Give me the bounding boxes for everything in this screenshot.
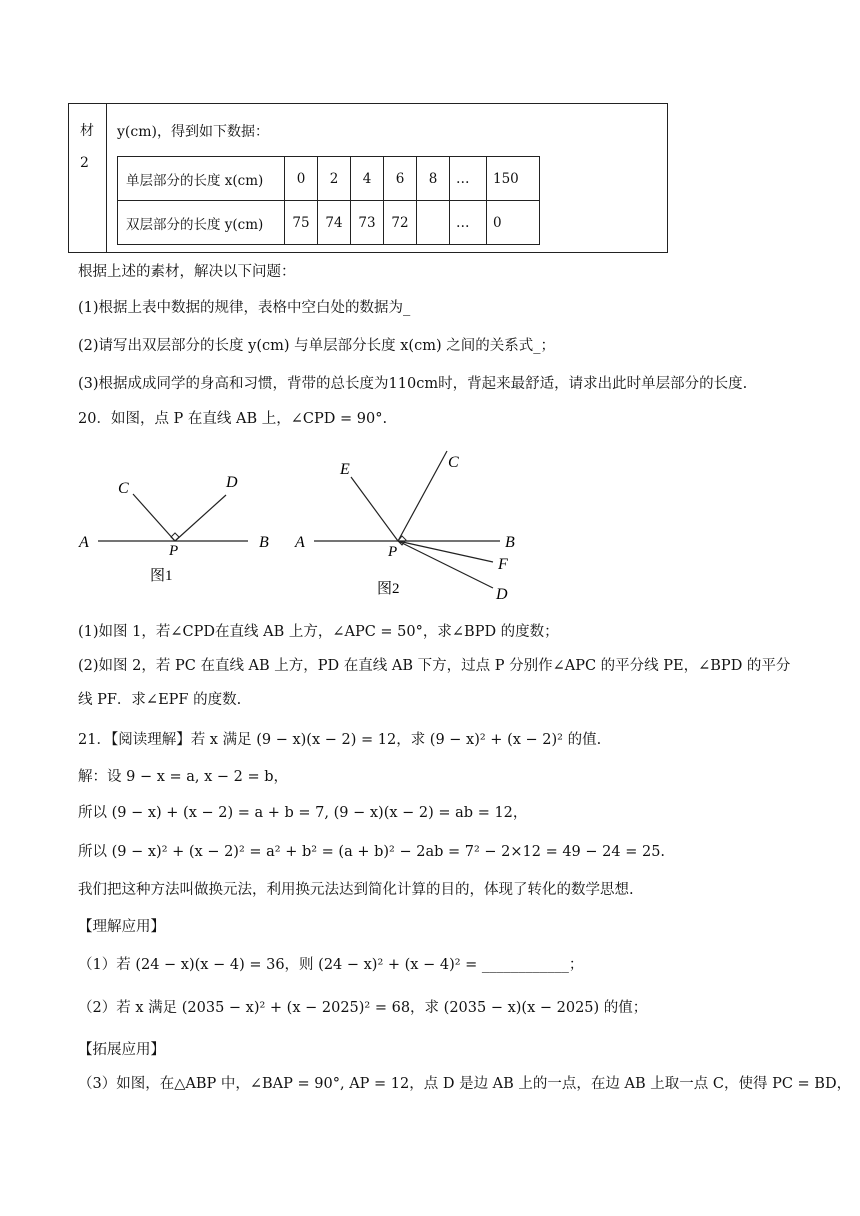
label-c: C xyxy=(448,454,459,471)
q20-figures xyxy=(0,440,860,610)
material-intro: y(cm)，得到如下数据： xyxy=(117,124,269,140)
q19-lead: 根据上述的素材，解决以下问题： xyxy=(78,264,296,280)
row1-header: 单层部分的长度 x(cm) xyxy=(118,157,285,201)
label-d: D xyxy=(496,586,508,603)
q21-apply-1: （1）若 (24 − x)(x − 4) = 36，则 (24 − x)² + (x − 4)² = ____________； xyxy=(78,957,584,973)
ray-pc-fig2 xyxy=(398,451,447,541)
label-b: B xyxy=(505,534,515,551)
table-cell: … xyxy=(450,201,487,245)
table-cell: 73 xyxy=(351,201,384,245)
ray-pd-fig1 xyxy=(175,495,226,541)
label-a: A xyxy=(79,534,89,551)
label-e: E xyxy=(340,461,350,478)
q19-part3: (3)根据成成同学的身高和习惯，背带的总长度为110cm时，背起来最舒适，请求出此时单层部分的长度. xyxy=(78,376,748,392)
material-label-bottom: 2 xyxy=(80,155,89,171)
q21-extend-title: 【拓展应用】 xyxy=(78,1042,165,1058)
material-label-top: 材 xyxy=(80,123,94,139)
table-cell: 0 xyxy=(487,201,540,245)
q20-stem: 20．如图，点 P 在直线 AB 上，∠CPD = 90°. xyxy=(78,411,388,427)
table-cell: 75 xyxy=(285,201,318,245)
table-cell-blank xyxy=(417,201,450,245)
label-b: B xyxy=(259,534,269,551)
table-cell: 72 xyxy=(384,201,417,245)
figure-1-caption: 图1 xyxy=(150,568,173,584)
label-f: F xyxy=(498,556,508,573)
table-cell: 6 xyxy=(384,157,417,201)
ray-pf xyxy=(398,541,493,562)
ray-pc-fig1 xyxy=(133,494,175,541)
q21-extend-3: （3）如图，在△ABP 中，∠BAP = 90°, AP = 12，点 D 是边 AB 上的一点，在边 AB 上取一点 C，使得 PC = BD， xyxy=(78,1076,852,1092)
label-a: A xyxy=(295,534,305,551)
label-p: P xyxy=(388,544,398,560)
q20-part2b: 线 PF．求∠EPF 的度数. xyxy=(78,692,242,708)
q20-part1: (1)如图 1，若∠CPD在直线 AB 上方，∠APC = 50°，求∠BPD 的度数； xyxy=(78,624,559,640)
figure-2 xyxy=(294,451,515,603)
table-cell: 150 xyxy=(487,157,540,201)
q21-solution-1: 解：设 9 − x = a, x − 2 = b， xyxy=(78,769,289,785)
q21-note: 我们把这种方法叫做换元法，利用换元法达到简化计算的目的，体现了转化的数学思想. xyxy=(78,882,634,898)
ray-pd-fig2 xyxy=(398,541,493,588)
table-cell: 2 xyxy=(318,157,351,201)
table-cell: 74 xyxy=(318,201,351,245)
table-cell: … xyxy=(450,157,487,201)
label-d: D xyxy=(226,474,238,491)
q21-stem: 21．【阅读理解】若 x 满足 (9 − x)(x − 2) = 12，求 (9 − x)² + (x − 2)² 的值. xyxy=(78,732,602,748)
q19-part1: (1)根据上表中数据的规律，表格中空白处的数据为_ xyxy=(78,300,411,316)
table-cell: 8 xyxy=(417,157,450,201)
q21-apply-title: 【理解应用】 xyxy=(78,919,165,935)
material-divider xyxy=(106,103,107,253)
figure-1 xyxy=(78,474,269,584)
q20-part2a: (2)如图 2，若 PC 在直线 AB 上方，PD 在直线 AB 下方，过点 P 分别作∠APC 的平分线 PE，∠BPD 的平分 xyxy=(78,658,791,674)
table-cell: 4 xyxy=(351,157,384,201)
table-row xyxy=(118,201,540,245)
row2-header: 双层部分的长度 y(cm) xyxy=(118,201,285,245)
data-table xyxy=(117,156,540,245)
ray-pe xyxy=(351,477,398,541)
q21-apply-2: （2）若 x 满足 (2035 − x)² + (x − 2025)² = 68，求 (2035 − x)(x − 2025) 的值； xyxy=(78,1000,648,1016)
label-p: P xyxy=(169,543,179,559)
table-cell: 0 xyxy=(285,157,318,201)
q19-part2: (2)请写出双层部分的长度 y(cm) 与单层部分长度 x(cm) 之间的关系式_； xyxy=(78,338,555,354)
figure-2-caption: 图2 xyxy=(377,581,400,597)
table-row xyxy=(118,157,540,201)
q21-solution-3: 所以 (9 − x)² + (x − 2)² = a² + b² = (a + b)² − 2ab = 7² − 2×12 = 49 − 24 = 25. xyxy=(78,844,666,860)
q21-solution-2: 所以 (9 − x) + (x − 2) = a + b = 7, (9 − x)(x − 2) = ab = 12， xyxy=(78,805,528,821)
label-c: C xyxy=(118,480,129,497)
